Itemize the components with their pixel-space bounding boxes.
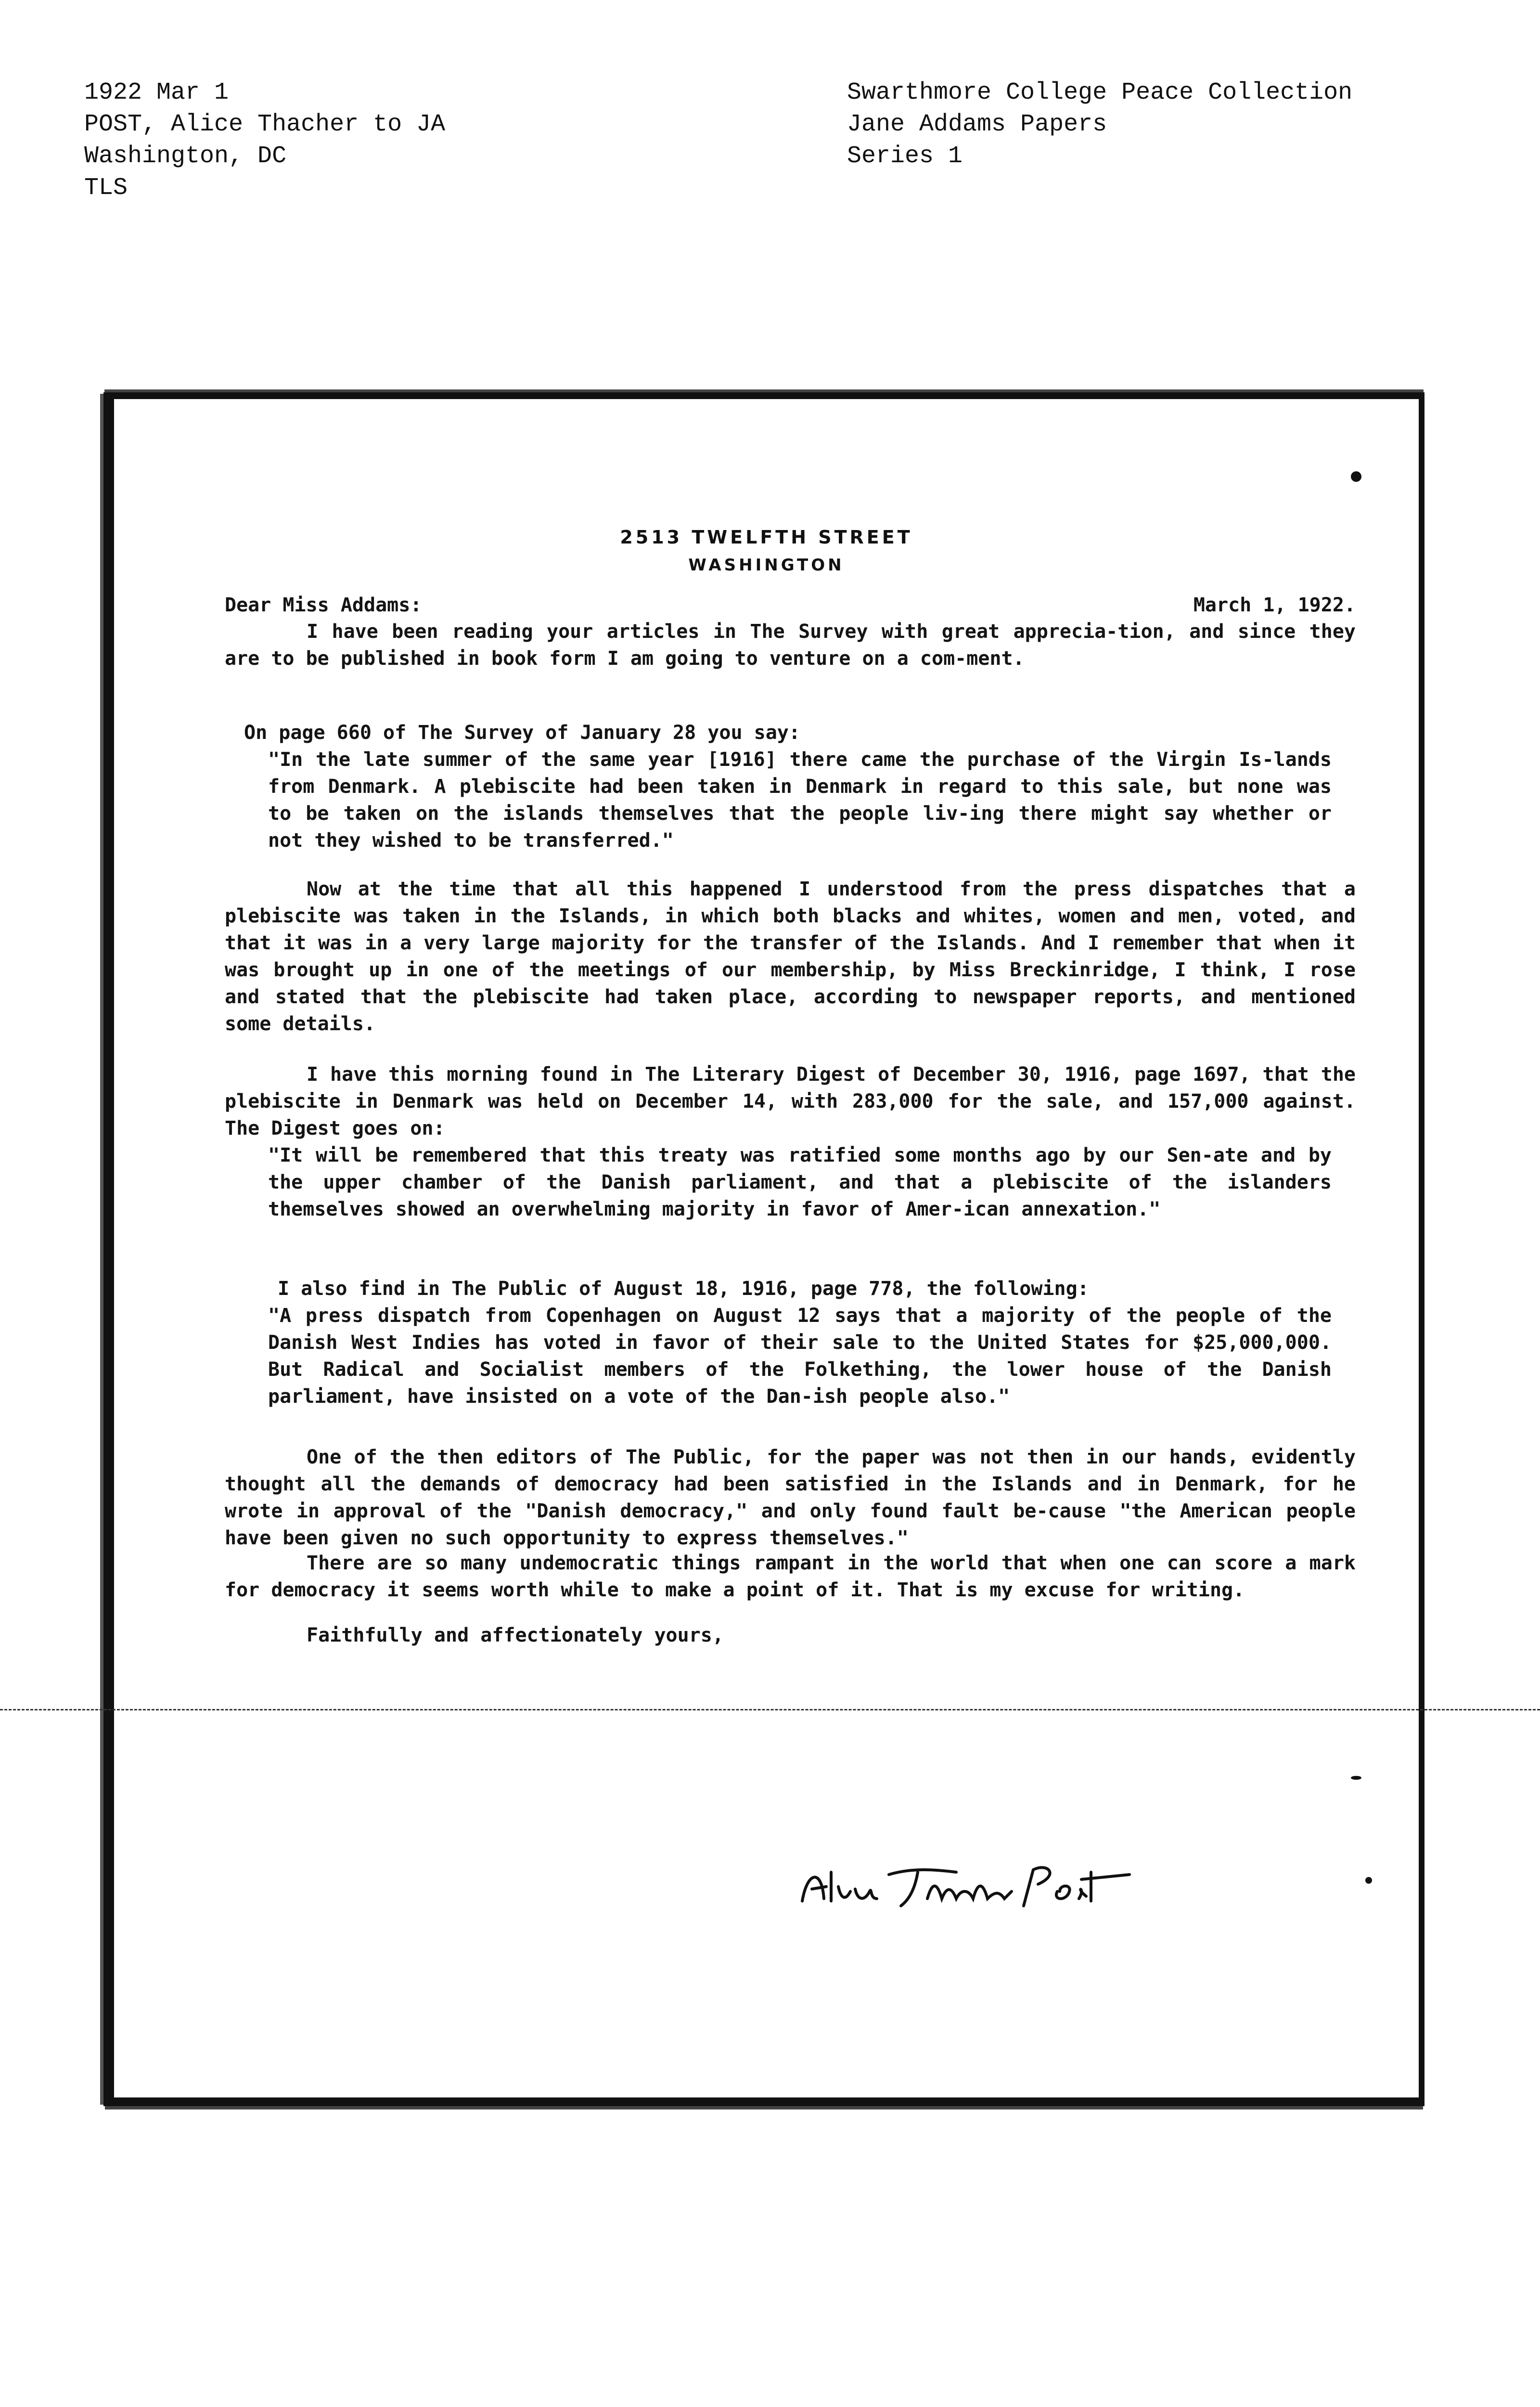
archive-series: Series 1 — [847, 142, 963, 170]
letterhead-city: WASHINGTON — [688, 556, 845, 575]
letterhead-street: 2513 TWELFTH STREET — [620, 527, 913, 548]
ink-speck — [1365, 1877, 1372, 1884]
signature-image — [797, 1853, 1134, 1920]
ink-speck — [1351, 1776, 1361, 1780]
ink-speck — [1351, 471, 1361, 482]
archive-collection: Swarthmore College Peace Collection — [847, 79, 1353, 106]
archive-doc-type: TLS — [84, 174, 128, 202]
quote-literary-digest: "It will be remembered that this treaty was ratified some months ago by our Sen-ate and by the upper chamber of the Danish parliament, and that a plebiscite of the islanders themselves showed an overwhelming majority in favor of Amer-ican annexation." — [268, 1144, 1332, 1220]
paragraph-editors: One of the then editors of The Public, for the paper was not then in our hands, evidently thought all the demands of democracy had been satisfied in the Islands and in Denmark, for he wrote in approval of the "Danish democracy," and only found fault be-cause "the American people have been given no such opportunity to express themselves." — [225, 1446, 1356, 1549]
scan-fold-line — [0, 1709, 1540, 1710]
archive-metadata-right — [847, 77, 1352, 172]
archive-papers: Jane Addams Papers — [847, 111, 1107, 138]
closing: Faithfully and affectionately yours, — [307, 1624, 724, 1646]
paragraph-excuse: There are so many undemocratic things rampant in the world that when one can score a mark for democracy it seems worth while to make a point of it. That is my excuse for writing. — [225, 1552, 1356, 1601]
letter-date: March 1, 1922. — [1193, 594, 1356, 616]
archive-place: Washington, DC — [84, 142, 287, 170]
quote-survey: "In the late summer of the same year [1916] there came the purchase of the Virgin Is-lands from Denmark. A plebiscite had been taken in Denmark in regard to this sale, but none was to be taken on the islands themselves that the people liv-ing there might say whether or not they wished to be transferred." — [268, 749, 1332, 852]
letter-sheet — [103, 392, 1424, 2106]
paragraph-literary-digest: I have this morning found in The Literary Digest of December 30, 1916, page 1697, that the plebiscite in Denmark was held on December 14, with 283,000 for the sale, and 157,000 against. The Digest goes on: — [225, 1063, 1356, 1139]
salutation: Dear Miss Addams: — [225, 594, 422, 616]
paragraph-survey-citation: On page 660 of The Survey of January 28 you say: — [244, 722, 800, 744]
quote-the-public: "A press dispatch from Copenhagen on August 12 says that a majority of the people of the Danish West Indies has voted in favor of their sale to the United States for $25,000,000. But Radical and Socialist members of the Folkething, the lower house of the Danish parliament, have insisted on a vote of the Dan-ish people also." — [268, 1305, 1332, 1408]
archive-metadata-left — [84, 77, 445, 204]
archive-date: 1922 Mar 1 — [84, 79, 229, 106]
paragraph-press-dispatches: Now at the time that all this happened I understood from the press dispatches that a plebiscite was taken in the Islands, in which both blacks and whites, women and men, voted, and that it was in a very large majority for the transfer of the Islands. And I remember that when it was brought up in one of the meetings of our membership, by Miss Breckinridge, I think, I rose and stated that the plebiscite had taken place, according to newspaper reports, and mentioned some details. — [225, 878, 1356, 1035]
paragraph-intro: I have been reading your articles in The Survey with great apprecia-tion, and since they are to be published in book form I am going to venture on a com-ment. — [225, 621, 1356, 670]
archive-correspondents: POST, Alice Thacher to JA — [84, 111, 446, 138]
paragraph-the-public: I also find in The Public of August 18, 1916, page 778, the following: — [278, 1278, 1089, 1300]
